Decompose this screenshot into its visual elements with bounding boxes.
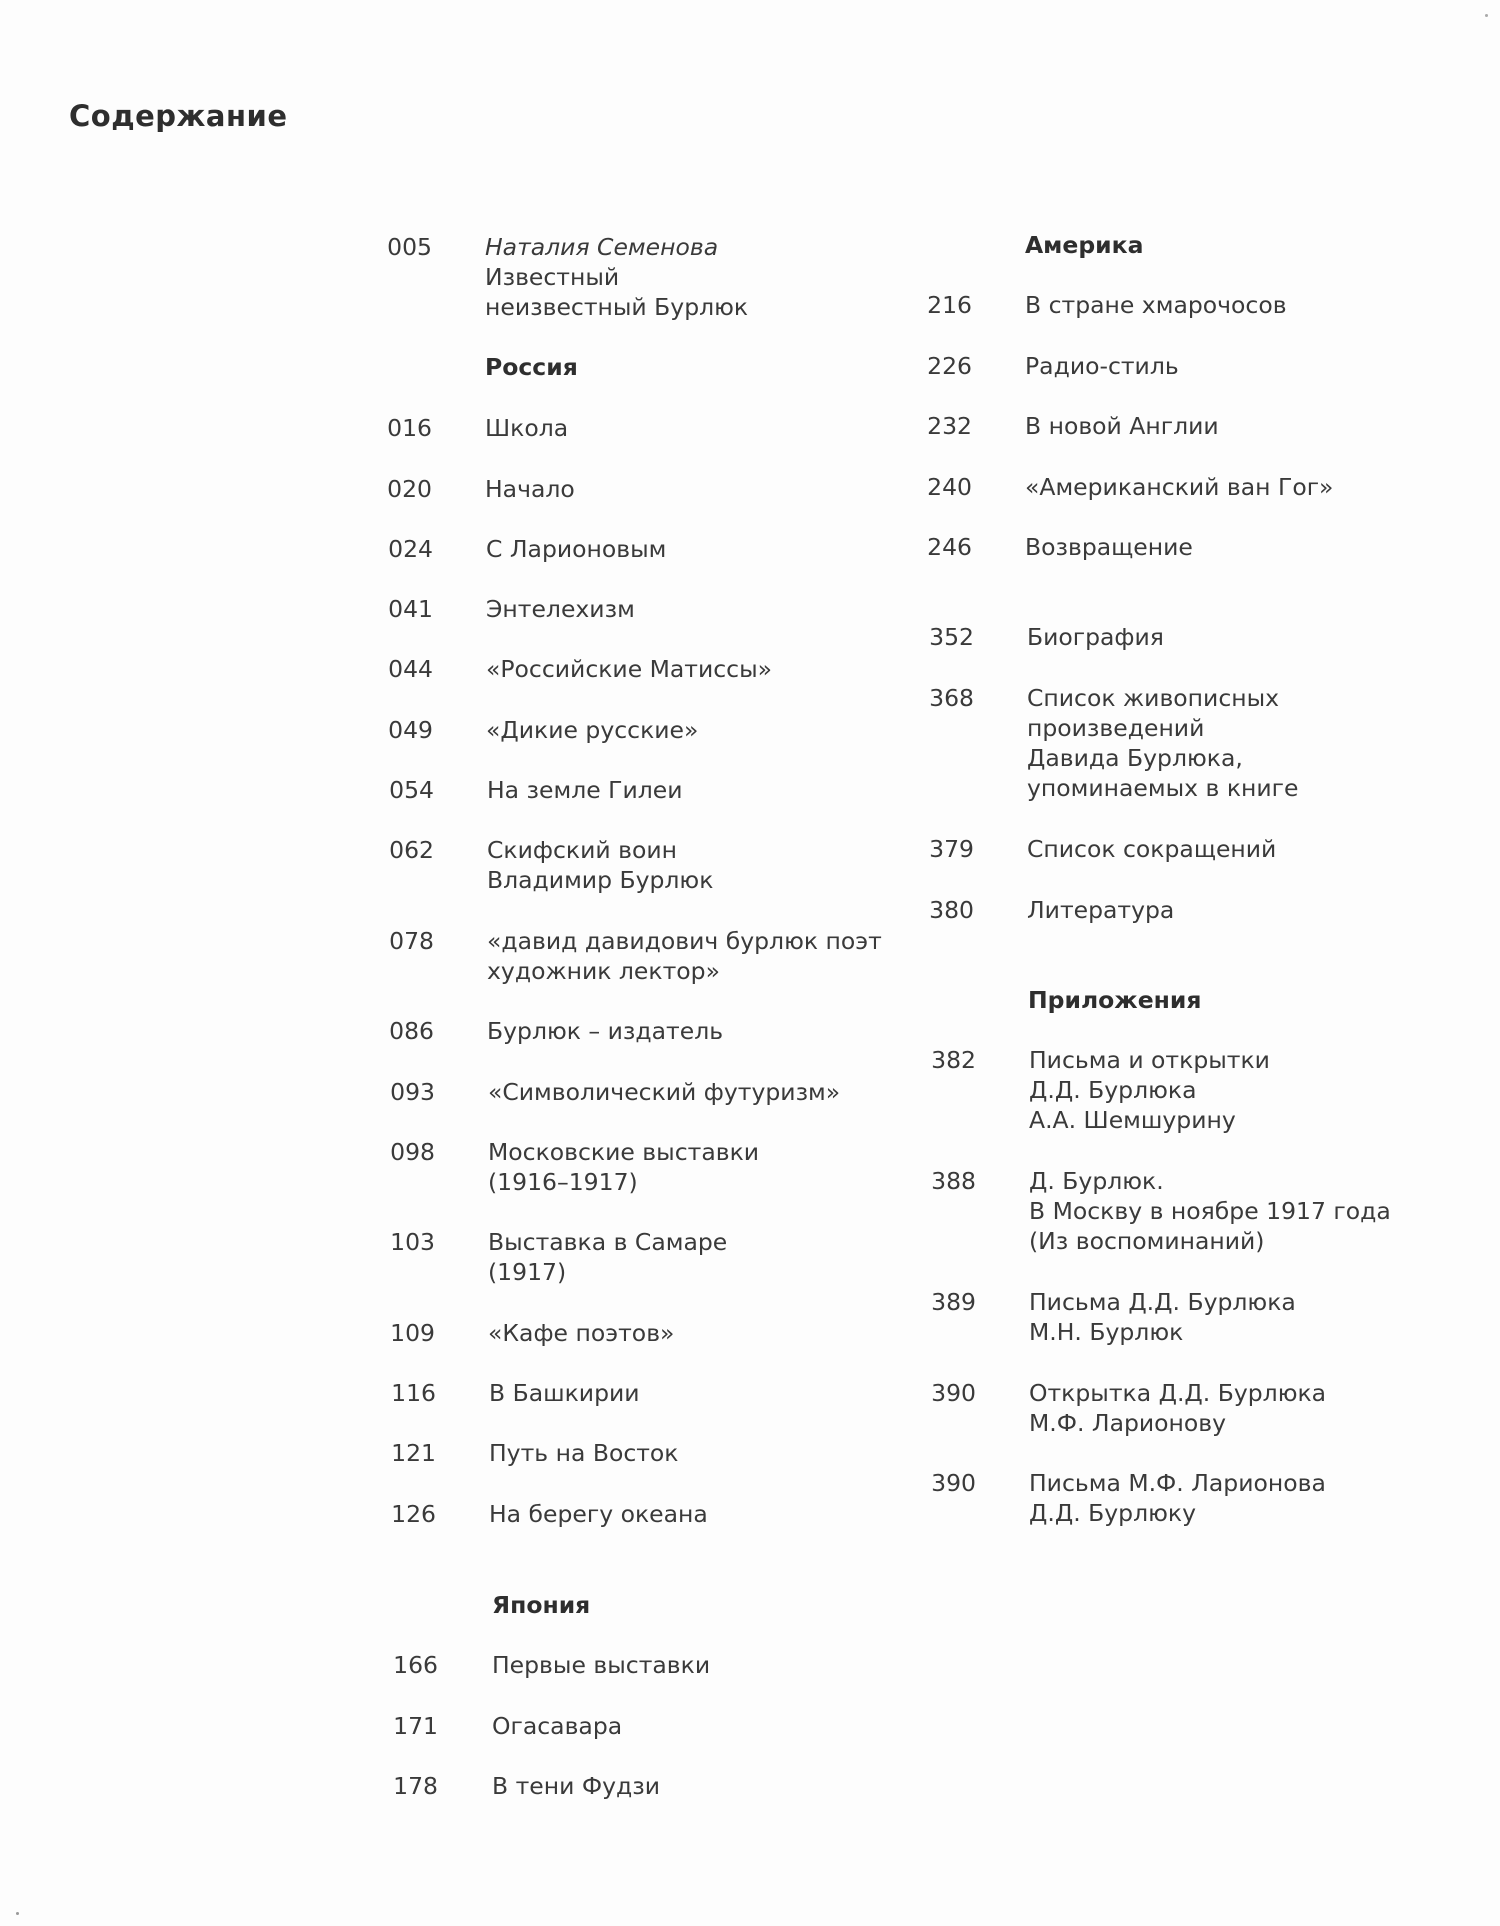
entry-title bbox=[1027, 622, 1164, 652]
entry-title-line: «Американский ван Гог» bbox=[1025, 473, 1334, 501]
entry-title bbox=[492, 1771, 660, 1801]
entry-title bbox=[487, 1016, 723, 1046]
page-number: 178 bbox=[393, 1772, 438, 1800]
entry-title-line: Скифский воин bbox=[487, 836, 677, 864]
entry-title bbox=[1025, 532, 1193, 562]
entry-title bbox=[1029, 1287, 1296, 1347]
page-number: 041 bbox=[388, 595, 433, 623]
entry-title-line: С Ларионовым bbox=[486, 535, 667, 563]
entry-title bbox=[486, 715, 698, 745]
section-heading: Приложения bbox=[1028, 986, 1202, 1014]
entry-title-line: М.Н. Бурлюк bbox=[1029, 1318, 1184, 1346]
entry-title bbox=[492, 1711, 622, 1741]
entry-title bbox=[487, 775, 683, 805]
page-number: 232 bbox=[927, 412, 972, 440]
entry-title-line: (1917) bbox=[488, 1258, 567, 1286]
page-number: 379 bbox=[929, 835, 974, 863]
entry-title-line: В тени Фудзи bbox=[492, 1772, 660, 1800]
page-number: 226 bbox=[927, 352, 972, 380]
entry-title-line: В Москву в ноябре 1917 года bbox=[1029, 1197, 1391, 1225]
entry-title-line: Радио-стиль bbox=[1025, 352, 1179, 380]
entry-title bbox=[489, 1378, 640, 1408]
entry-title-line: Литература bbox=[1027, 896, 1175, 924]
entry-title-line: Московские выставки bbox=[488, 1138, 760, 1166]
scan-speck bbox=[16, 1912, 19, 1915]
entry-title-line: Известный bbox=[485, 263, 620, 291]
section-heading: Россия bbox=[485, 353, 578, 381]
entry-title-line: Д.Д. Бурлюка bbox=[1029, 1076, 1197, 1104]
entry-title-line: Открытка Д.Д. Бурлюка bbox=[1029, 1379, 1327, 1407]
entry-title-line: В новой Англии bbox=[1025, 412, 1219, 440]
section-heading: Япония bbox=[492, 1591, 591, 1619]
entry-title-line: Первые выставки bbox=[492, 1651, 711, 1679]
page-number: 389 bbox=[931, 1288, 976, 1316]
entry-title-line: Д. Бурлюк. bbox=[1029, 1167, 1164, 1195]
entry-title bbox=[1025, 472, 1333, 502]
entry-title bbox=[485, 474, 575, 504]
entry-title-line: произведений bbox=[1027, 714, 1205, 742]
entry-title bbox=[486, 534, 666, 564]
entry-title bbox=[487, 926, 882, 986]
entry-title bbox=[1029, 1378, 1326, 1438]
page-number: 126 bbox=[391, 1500, 436, 1528]
entry-title bbox=[1029, 1468, 1326, 1528]
entry-title bbox=[488, 1137, 759, 1197]
entry-title bbox=[1027, 895, 1174, 925]
page-number: 086 bbox=[389, 1017, 434, 1045]
entry-title-line: Письма М.Ф. Ларионова bbox=[1029, 1469, 1326, 1497]
page-number: 078 bbox=[389, 927, 434, 955]
entry-title-line: «давид давидович бурлюк поэт bbox=[487, 927, 882, 955]
entry-title-line: неизвестный Бурлюк bbox=[485, 293, 749, 321]
entry-title bbox=[1025, 411, 1219, 441]
page-number: 352 bbox=[929, 623, 974, 651]
entry-title bbox=[489, 1438, 679, 1468]
entry-title bbox=[489, 1499, 708, 1529]
entry-title bbox=[485, 232, 748, 322]
page-number: 246 bbox=[927, 533, 972, 561]
entry-title bbox=[488, 1227, 727, 1287]
entry-title bbox=[1027, 683, 1299, 803]
entry-title bbox=[487, 835, 713, 895]
page-number: 044 bbox=[388, 655, 433, 683]
entry-title-line: художник лектор» bbox=[487, 957, 720, 985]
entry-title-line: Давида Бурлюка, bbox=[1027, 744, 1243, 772]
entry-title-line: Выставка в Самаре bbox=[488, 1228, 728, 1256]
entry-title-line: Начало bbox=[485, 475, 575, 503]
entry-title bbox=[1025, 290, 1287, 320]
entry-title bbox=[1027, 834, 1276, 864]
page-number: 121 bbox=[391, 1439, 436, 1467]
entry-title-line: Путь на Восток bbox=[489, 1439, 679, 1467]
entry-title bbox=[488, 1318, 674, 1348]
entry-title bbox=[1029, 1045, 1270, 1135]
entry-title-line: Письма и открытки bbox=[1029, 1046, 1270, 1074]
entry-title-line: В Башкирии bbox=[489, 1379, 640, 1407]
entry-title-line: «Кафе поэтов» bbox=[488, 1319, 675, 1347]
page-number: 382 bbox=[931, 1046, 976, 1074]
entry-title-line: Биография bbox=[1027, 623, 1164, 651]
entry-title bbox=[485, 413, 568, 443]
entry-title-line: В стране хмарочосов bbox=[1025, 291, 1287, 319]
entry-title bbox=[1029, 1166, 1391, 1256]
page-number: 216 bbox=[927, 291, 972, 319]
entry-title bbox=[486, 654, 772, 684]
entry-title-line: На берегу океана bbox=[489, 1500, 708, 1528]
page-number: 390 bbox=[931, 1379, 976, 1407]
page-number: 166 bbox=[393, 1651, 438, 1679]
page-number: 049 bbox=[388, 716, 433, 744]
page-number: 093 bbox=[390, 1078, 435, 1106]
entry-title-line: упоминаемых в книге bbox=[1027, 774, 1299, 802]
entry-title-line: «Дикие русские» bbox=[486, 716, 699, 744]
entry-title-line: А.А. Шемшурину bbox=[1029, 1106, 1236, 1134]
entry-title bbox=[492, 1650, 710, 1680]
entry-title-line: Список сокращений bbox=[1027, 835, 1277, 863]
page-number: 240 bbox=[927, 473, 972, 501]
entry-title-line: На земле Гилеи bbox=[487, 776, 683, 804]
scan-speck bbox=[1485, 14, 1488, 17]
page-number: 005 bbox=[387, 233, 432, 261]
page-number: 380 bbox=[929, 896, 974, 924]
entry-title-line: (Из воспоминаний) bbox=[1029, 1227, 1265, 1255]
entry-author: Наталия Семенова bbox=[485, 233, 719, 261]
entry-title-line: Возвращение bbox=[1025, 533, 1193, 561]
page-number: 388 bbox=[931, 1167, 976, 1195]
entry-title bbox=[1025, 351, 1179, 381]
page-number: 390 bbox=[931, 1469, 976, 1497]
entry-title-line: (1916–1917) bbox=[488, 1168, 638, 1196]
entry-title-line: М.Ф. Ларионову bbox=[1029, 1409, 1227, 1437]
entry-title-line: Владимир Бурлюк bbox=[487, 866, 714, 894]
entry-title-line: Энтелехизм bbox=[486, 595, 635, 623]
entry-title-line: «Российские Матиссы» bbox=[486, 655, 773, 683]
entry-title-line: Письма Д.Д. Бурлюка bbox=[1029, 1288, 1296, 1316]
entry-title-line: Бурлюк – издатель bbox=[487, 1017, 724, 1045]
page-number: 016 bbox=[387, 414, 432, 442]
page-title: Содержание bbox=[69, 99, 288, 134]
page-number: 109 bbox=[390, 1319, 435, 1347]
page-number: 368 bbox=[929, 684, 974, 712]
entry-title-line: Огасавара bbox=[492, 1712, 623, 1740]
page-number: 020 bbox=[387, 475, 432, 503]
page-number: 054 bbox=[389, 776, 434, 804]
entry-title-line: «Символический футуризм» bbox=[488, 1078, 841, 1106]
section-heading: Америка bbox=[1025, 231, 1144, 259]
page-number: 062 bbox=[389, 836, 434, 864]
entry-title bbox=[488, 1077, 840, 1107]
page-number: 116 bbox=[391, 1379, 436, 1407]
page-number: 024 bbox=[388, 535, 433, 563]
entry-title-line: Д.Д. Бурлюку bbox=[1029, 1499, 1196, 1527]
entry-title-line: Школа bbox=[485, 414, 569, 442]
entry-title-line: Список живописных bbox=[1027, 684, 1280, 712]
page-number: 103 bbox=[390, 1228, 435, 1256]
entry-title bbox=[486, 594, 635, 624]
page-number: 171 bbox=[393, 1712, 438, 1740]
page-number: 098 bbox=[390, 1138, 435, 1166]
